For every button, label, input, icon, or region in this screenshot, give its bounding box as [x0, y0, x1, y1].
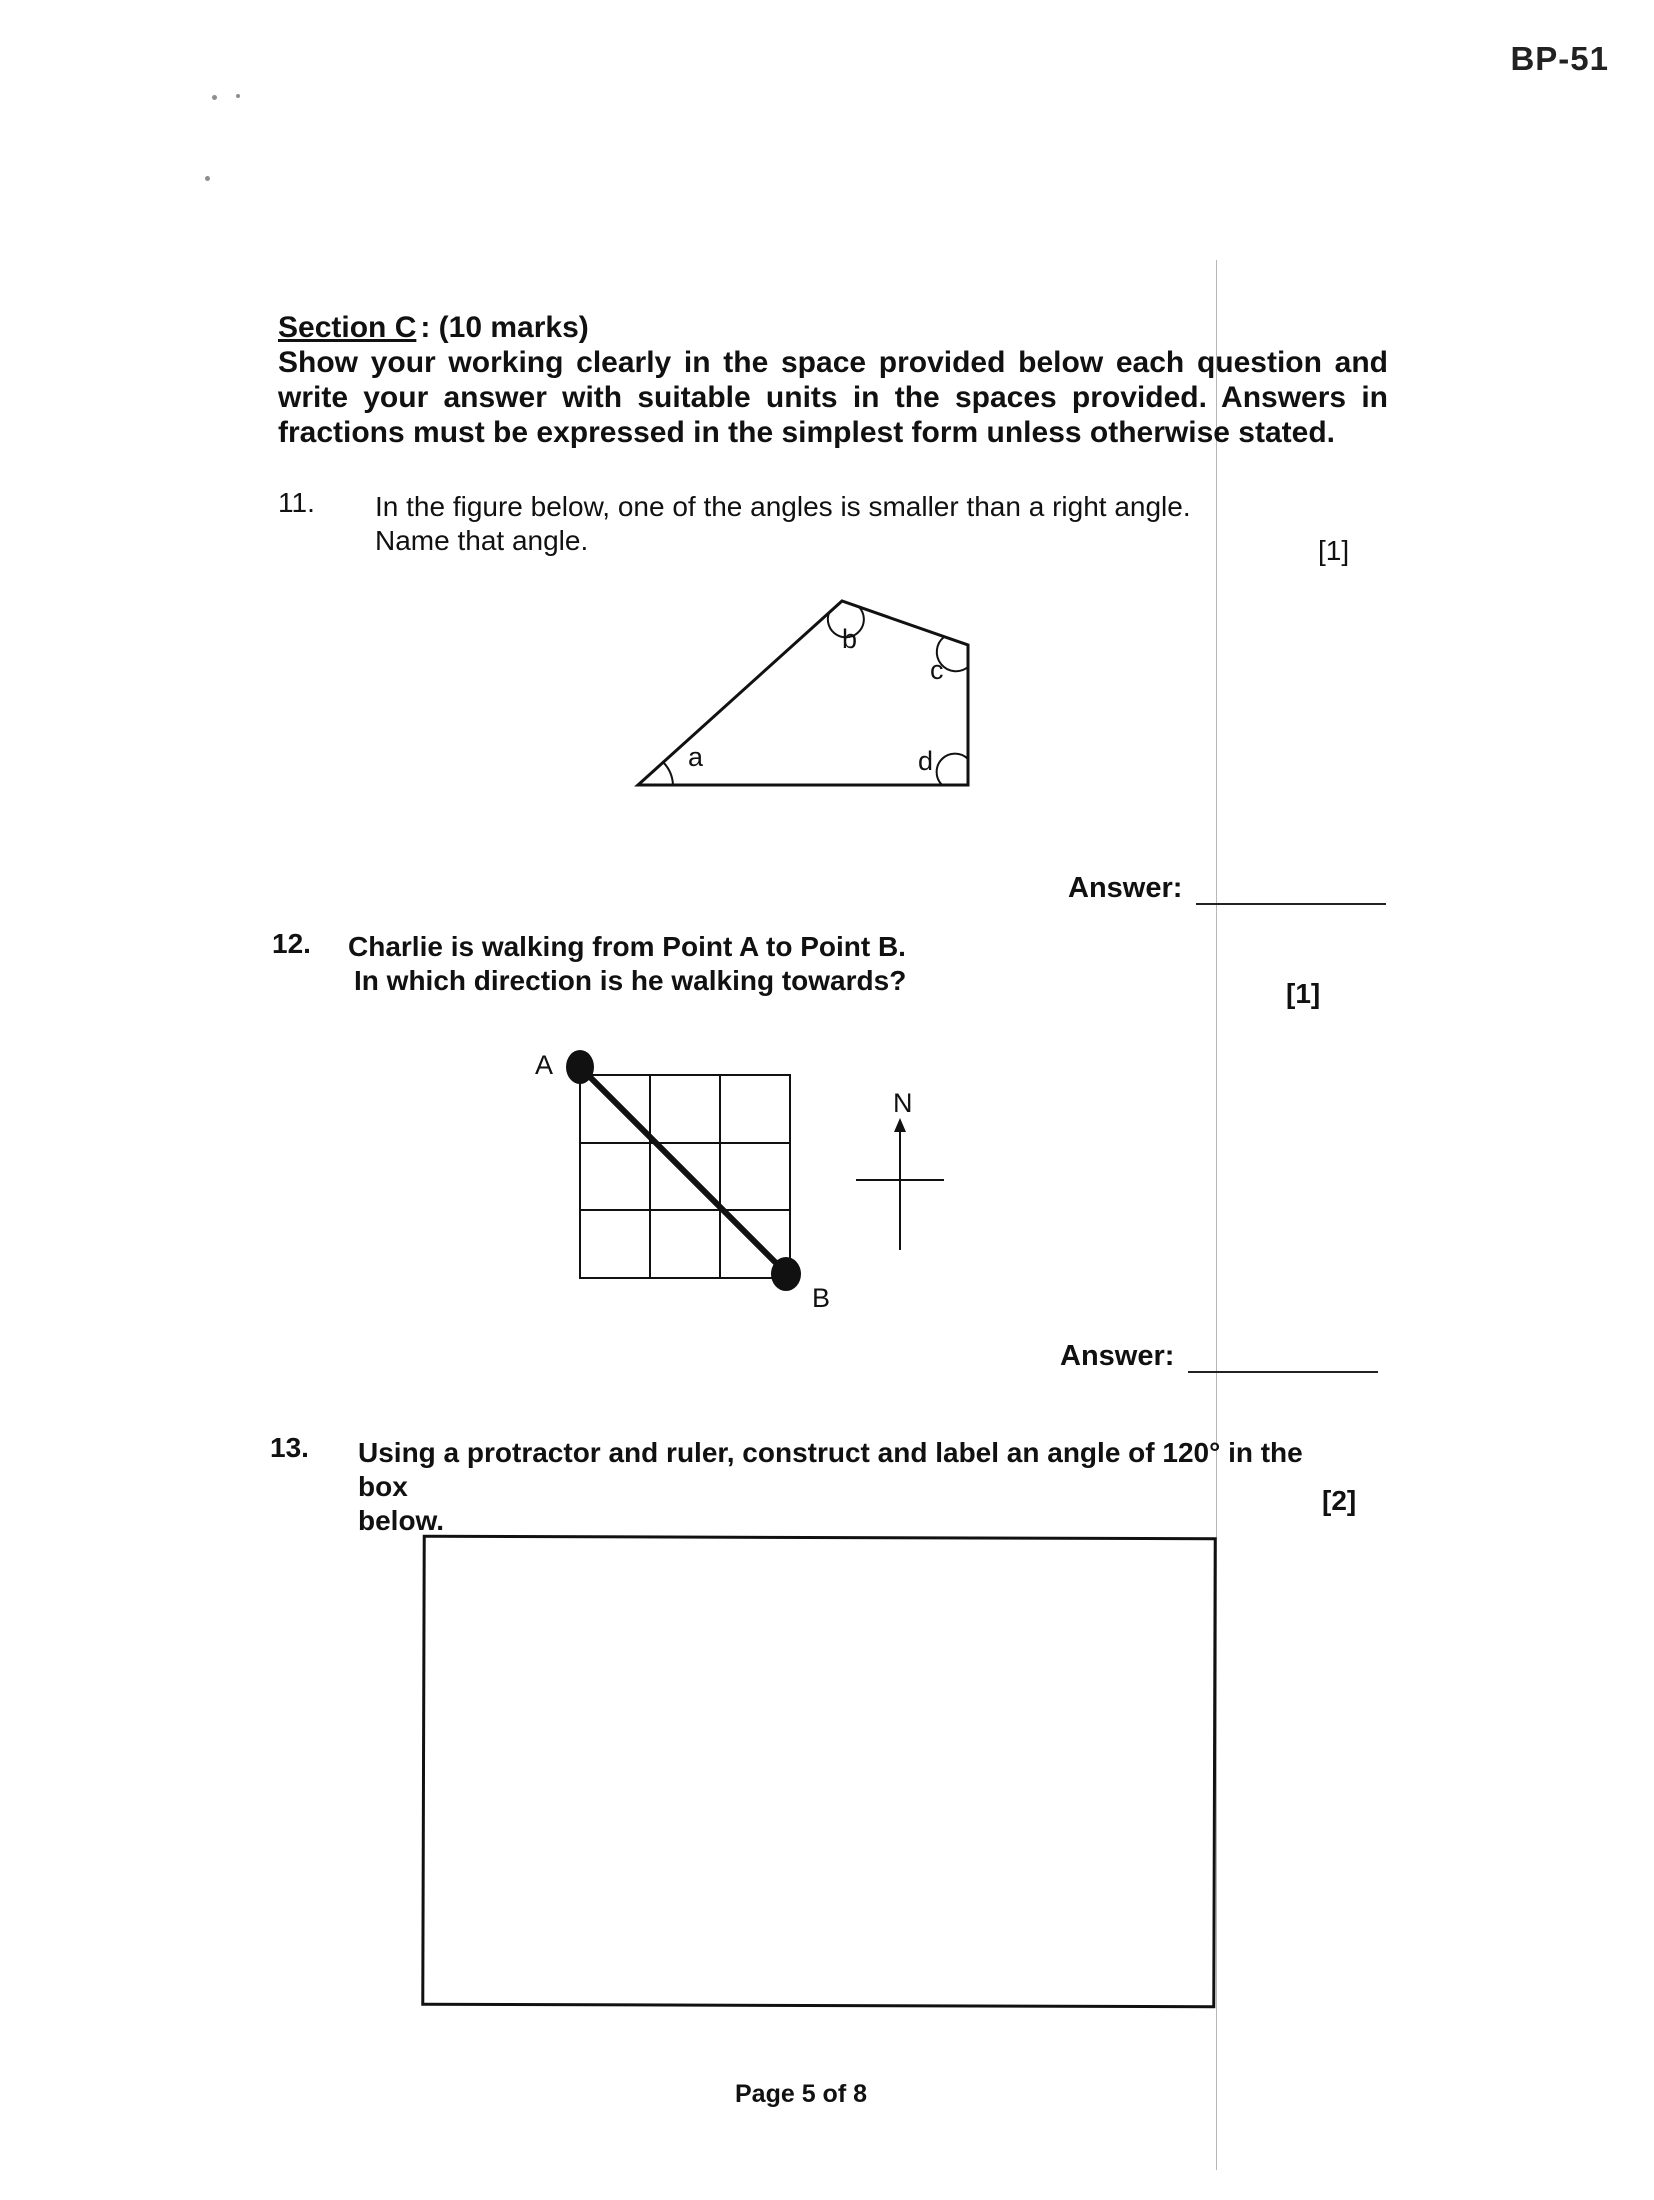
north-compass-diagram — [856, 1080, 956, 1260]
question-11-answer-line — [1196, 879, 1386, 905]
footer-page-number: Page 5 of 8 — [735, 2080, 867, 2108]
point-a-marker — [566, 1050, 594, 1084]
path-a-to-b — [580, 1067, 786, 1273]
scan-mark — [205, 176, 210, 181]
north-label: N — [893, 1088, 913, 1118]
angle-b-label: b — [842, 624, 858, 654]
north-arrow-head — [894, 1118, 906, 1132]
question-11-answer-label: Answer: — [1068, 872, 1183, 904]
question-12-number: 12. — [272, 928, 311, 959]
question-12-marks: [1] — [1286, 978, 1321, 1009]
question-13-number: 13. — [270, 1432, 309, 1463]
quadrilateral-diagram — [630, 595, 990, 815]
scan-mark — [236, 94, 240, 98]
angle-a-label: a — [688, 742, 704, 772]
section-marks: : (10 marks) — [420, 311, 589, 344]
point-b-label: B — [812, 1283, 831, 1313]
question-13-line-1: Using a protractor and ruler, construct and label an angle of 120° in the box — [358, 1437, 1303, 1502]
section-instructions: Show your working clearly in the space provided below each question and write your answer with suitable units in the spaces provided. Answers in fractions must be expressed in the simplest form unless otherwise stated. — [278, 346, 1388, 449]
question-11-line-1: In the figure below, one of the angles is smaller than a right angle. — [375, 491, 1191, 522]
question-13-text — [358, 1436, 1348, 1538]
section-title: Section C — [278, 311, 417, 344]
question-11-line-2: Name that angle. — [375, 525, 589, 556]
question-13-line-2: below. — [358, 1505, 445, 1536]
point-b-marker — [771, 1257, 801, 1291]
section-header — [278, 310, 1388, 450]
question-11-text — [375, 490, 1275, 558]
question-13-marks: [2] — [1322, 1485, 1357, 1516]
question-12-answer-line — [1188, 1347, 1378, 1373]
construction-box[interactable] — [421, 1535, 1216, 2008]
question-12-line-2: In which direction is he walking towards? — [354, 965, 907, 996]
question-12-text — [348, 930, 1048, 998]
angle-c-label: c — [930, 655, 944, 685]
scan-mark — [212, 95, 217, 100]
question-12-line-1: Charlie is walking from Point A to Point B. — [348, 931, 906, 962]
angle-d-arc — [937, 754, 968, 785]
question-12-answer-label: Answer: — [1060, 1340, 1175, 1372]
point-a-label: A — [535, 1050, 554, 1080]
angle-d-label: d — [918, 746, 934, 776]
question-11-marks: [1] — [1318, 535, 1350, 566]
question-12-answer-row — [1060, 1340, 1378, 1373]
question-11-answer-row — [1068, 872, 1386, 905]
question-11-number: 11. — [278, 487, 315, 518]
angle-a-arc — [663, 762, 673, 785]
direction-grid-diagram — [530, 1045, 831, 1313]
page-code: BP-51 — [1510, 40, 1609, 77]
